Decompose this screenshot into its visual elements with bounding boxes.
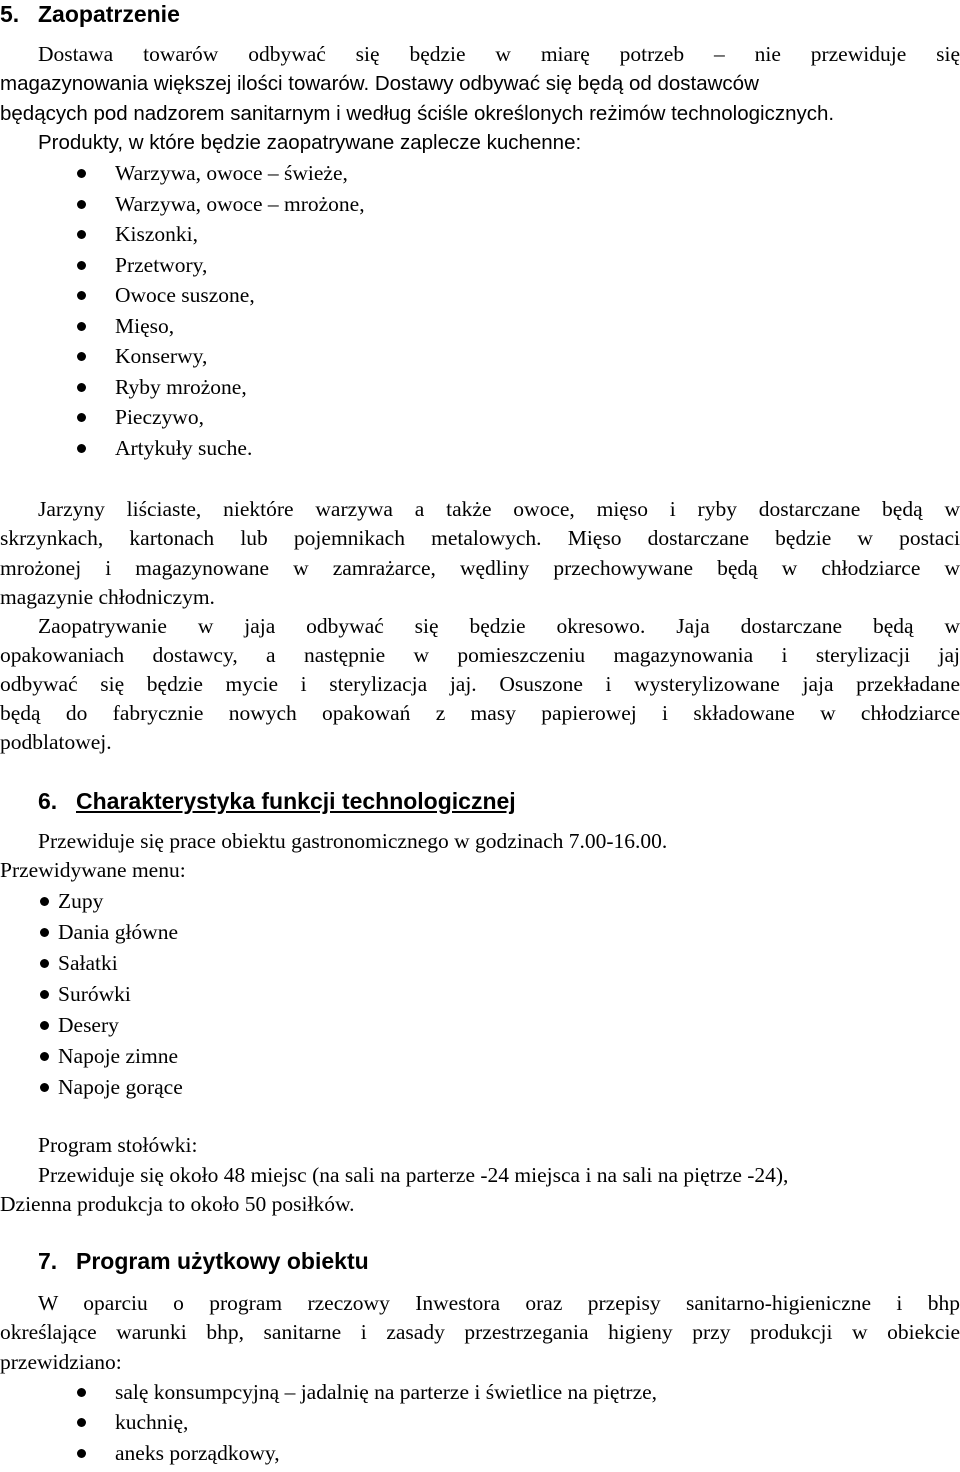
paragraph-line: podblatowej. — [0, 730, 112, 754]
bullet-icon — [77, 261, 86, 270]
canteen-label: Program stołówki: — [38, 1133, 198, 1157]
bullet-icon — [40, 990, 49, 999]
bullet-icon — [40, 1021, 49, 1030]
paragraph-line: Dzienna produkcja to około 50 posiłków. — [0, 1192, 355, 1216]
list-item: Surówki — [58, 982, 131, 1006]
bullet-icon — [77, 322, 86, 331]
bullet-icon — [77, 169, 86, 178]
list-item: Przetwory, — [115, 253, 208, 277]
paragraph-line: magazynie chłodniczym. — [0, 585, 215, 609]
paragraph-line: magazynowania większej ilości towarów. Dostawy odbywać się będą od dostawców — [0, 72, 759, 95]
list-item: Sałatki — [58, 951, 118, 975]
list-item: Mięso, — [115, 314, 175, 338]
bullet-icon — [40, 897, 49, 906]
bullet-icon — [40, 1052, 49, 1061]
bullet-icon — [40, 1083, 49, 1092]
list-item: Napoje gorące — [58, 1075, 183, 1099]
paragraph-line: będą do fabrycznie nowych opakowań z masy papierowej i składowane w chłodziarce — [0, 701, 960, 725]
bullet-icon — [40, 959, 49, 968]
bullet-icon — [77, 200, 86, 209]
bullet-icon — [77, 1418, 86, 1427]
list-item: Warzywa, owoce – świeże, — [115, 161, 348, 185]
list-item: Ryby mrożone, — [115, 375, 247, 399]
bullet-icon — [77, 352, 86, 361]
bullet-icon — [40, 928, 49, 937]
list-item: Zupy — [58, 889, 104, 913]
section-title: Zaopatrzenie — [38, 1, 180, 27]
bullet-icon — [77, 1449, 86, 1458]
list-item: Kiszonki, — [115, 222, 199, 246]
list-item: Artykuły suche. — [115, 436, 253, 460]
paragraph-line: Produkty, w które będzie zaopatrywane zaplecze kuchenne: — [38, 131, 582, 154]
paragraph-line: Dostawa towarów odbywać się będzie w miarę potrzeb – nie przewiduje się — [38, 42, 960, 66]
section-number: 5. — [0, 1, 20, 27]
bullet-icon — [77, 413, 86, 422]
bullet-icon — [77, 1388, 86, 1397]
section-6-heading — [38, 787, 516, 815]
list-item: Konserwy, — [115, 344, 208, 368]
list-item: Warzywa, owoce – mrożone, — [115, 192, 365, 216]
section-number: 7. — [38, 1248, 58, 1274]
list-item: Owoce suszone, — [115, 283, 255, 307]
paragraph-line: W oparciu o program rzeczowy Inwestora oraz przepisy sanitarno-higieniczne i bhp — [38, 1291, 960, 1315]
section-title: Program użytkowy obiektu — [76, 1248, 369, 1274]
paragraph-line: Przewiduje się około 48 miejsc (na sali na parterze -24 miejsca i na sali na piętrze -24), — [38, 1163, 789, 1187]
paragraph-line: określające warunki bhp, sanitarne i zasady przestrzegania higieny przy produkcji w obiekcie — [0, 1320, 960, 1344]
paragraph-line: Przewiduje się prace obiektu gastronomicznego w godzinach 7.00-16.00. — [38, 829, 668, 853]
paragraph-line: będących pod nadzorem sanitarnym i według ściśle określonych reżimów technologicznych. — [0, 102, 835, 125]
paragraph-line: Jarzyny liściaste, niektóre warzywa a także owoce, mięso i ryby dostarczane będą w — [38, 497, 960, 521]
list-item: kuchnię, — [115, 1410, 189, 1434]
section-title: Charakterystyka funkcji technologicznej — [76, 788, 516, 814]
paragraph-line: opakowaniach dostawcy, a następnie w pomieszczeniu magazynowania i sterylizacji jaj — [0, 643, 960, 667]
list-item: Pieczywo, — [115, 405, 204, 429]
list-item: Napoje zimne — [58, 1044, 178, 1068]
list-item: Dania główne — [58, 920, 179, 944]
paragraph-line: skrzynkach, kartonach lub pojemnikach metalowych. Mięso dostarczane będzie w postaci — [0, 526, 960, 550]
paragraph-line: Zaopatrywanie w jaja odbywać się będzie okresowo. Jaja dostarczane będą w — [38, 614, 960, 638]
list-item: aneks porządkowy, — [115, 1441, 280, 1465]
section-5-heading — [0, 0, 180, 28]
section-7-heading — [38, 1247, 369, 1275]
paragraph-line: przewidziano: — [0, 1350, 122, 1374]
paragraph-line: mrożonej i magazynowane w zamrażarce, wędliny przechowywane będą w chłodziarce w — [0, 556, 960, 580]
bullet-icon — [77, 291, 86, 300]
list-item: salę konsumpcyjną – jadalnię na parterze i świetlice na piętrze, — [115, 1380, 658, 1404]
bullet-icon — [77, 444, 86, 453]
list-item: Desery — [58, 1013, 119, 1037]
bullet-icon — [77, 383, 86, 392]
bullet-icon — [77, 230, 86, 239]
paragraph-line: odbywać się będzie mycie i sterylizacja jaj. Osuszone i wysterylizowane jaja przekładane — [0, 672, 960, 696]
menu-label: Przewidywane menu: — [0, 858, 186, 882]
section-number: 6. — [38, 788, 58, 814]
